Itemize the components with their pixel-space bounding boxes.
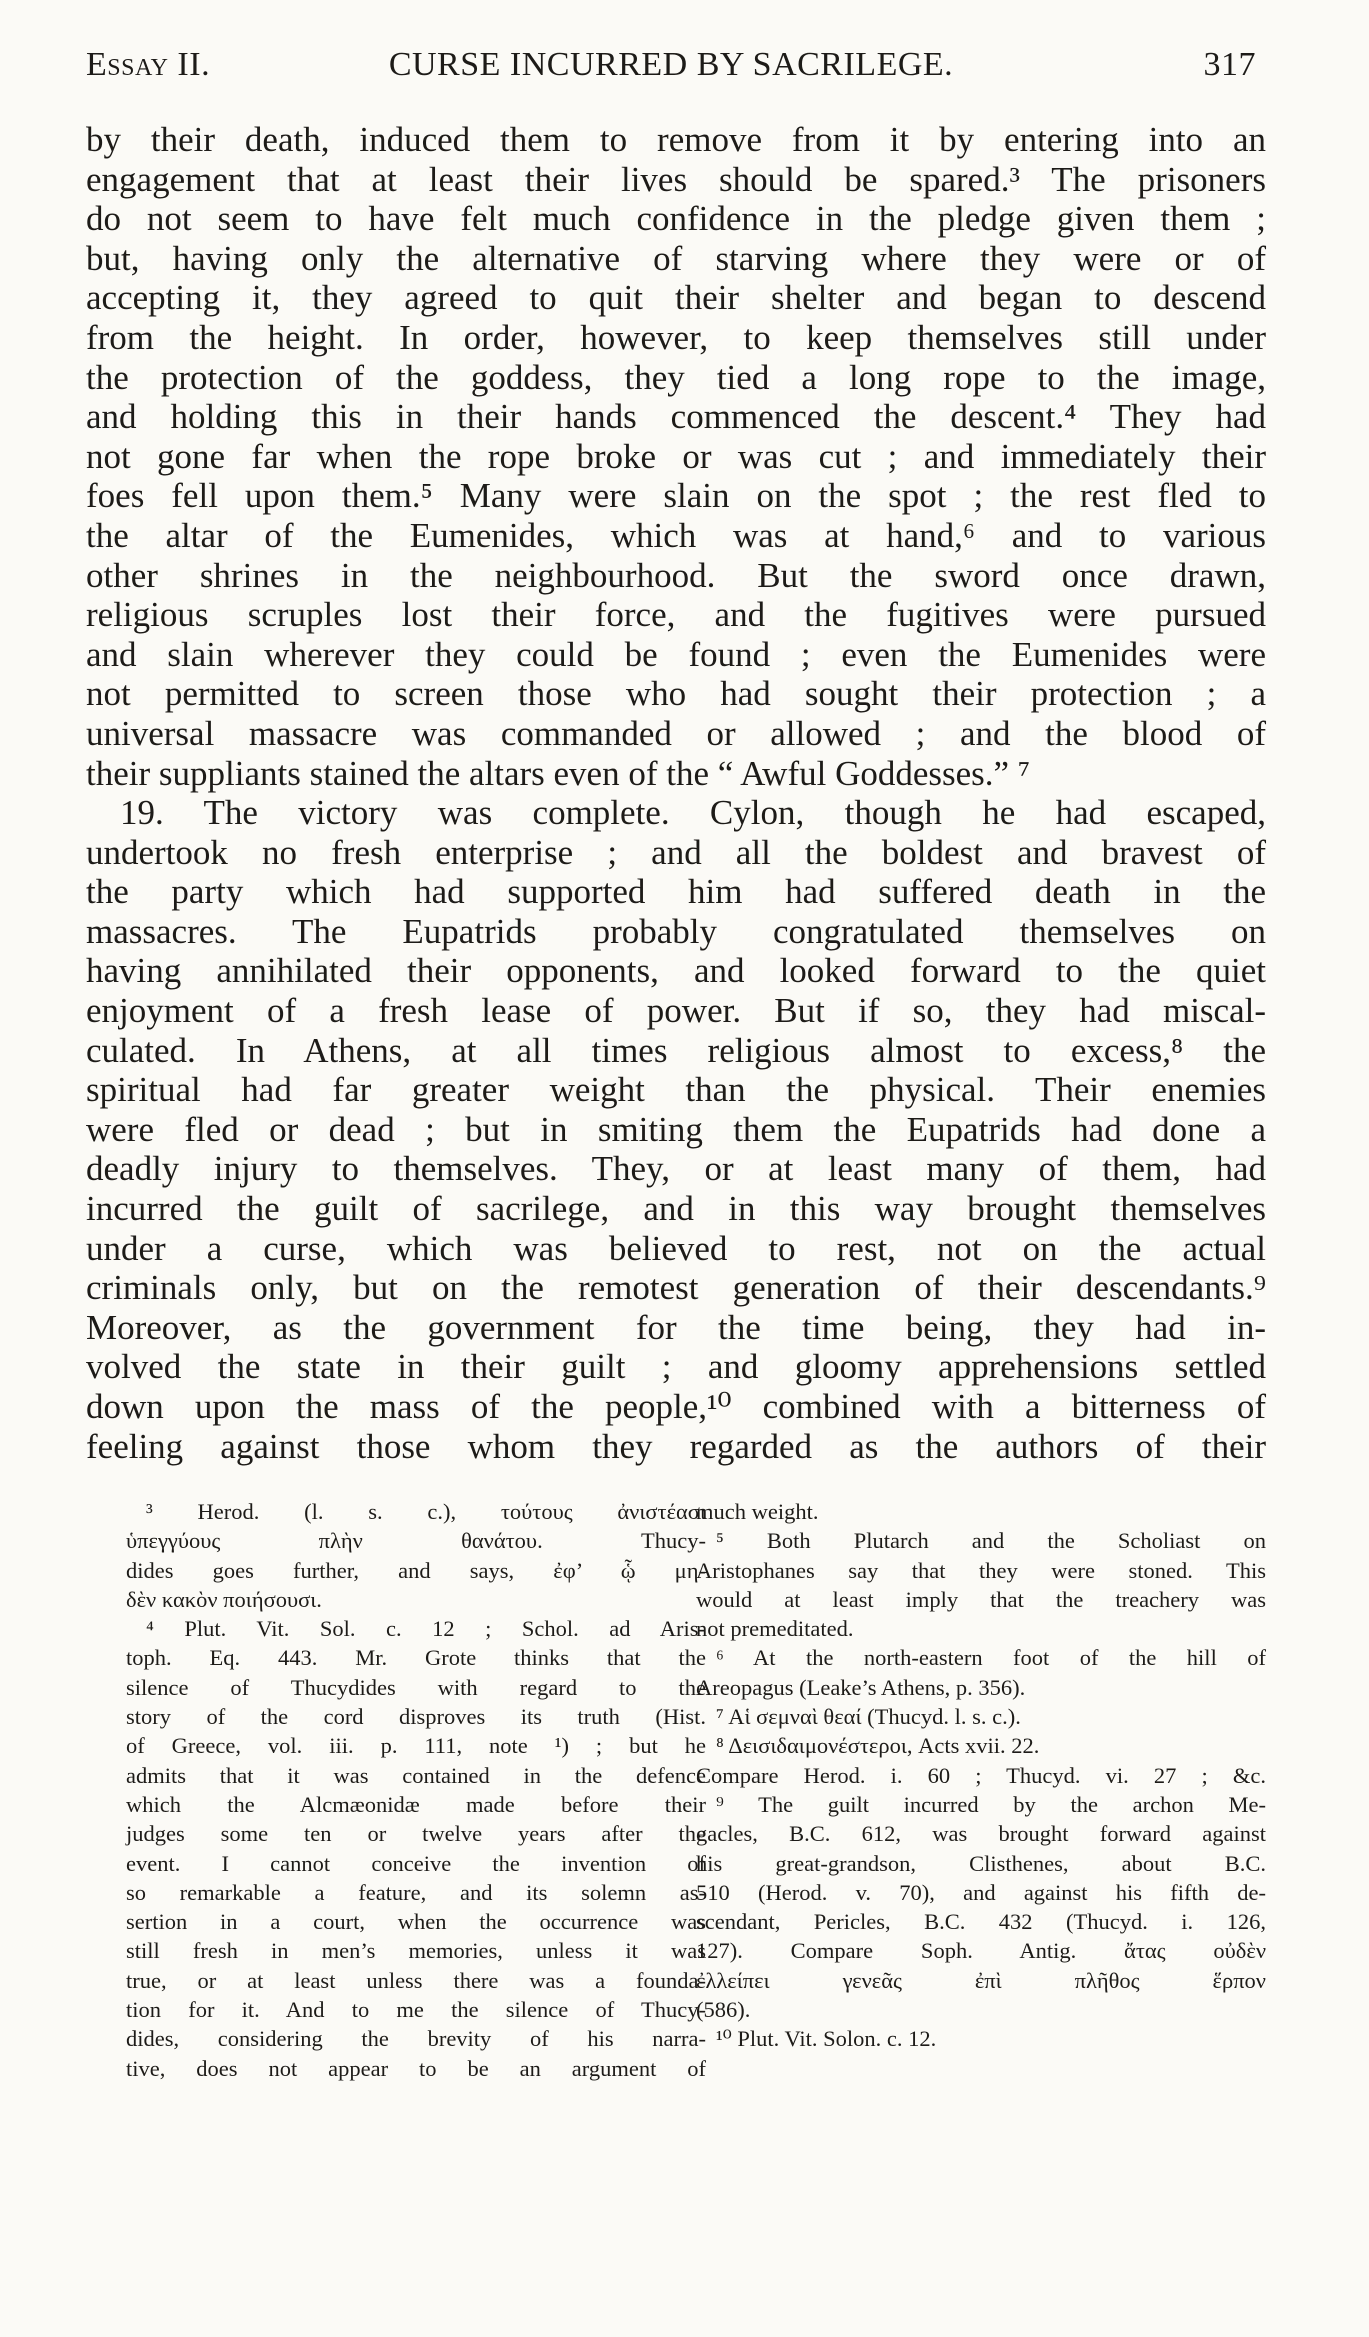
footnote-line: Compare Herod. i. 60 ; Thucyd. vi. 27 ; &c. — [696, 1762, 1266, 1788]
footnote-line: ἐλλείπει γενεᾶς ἐπὶ πλῆθος ἕρπον — [696, 1967, 1266, 1993]
body-line: the protection of the goddess, they tied a long rope to the image, — [86, 357, 1266, 397]
footnote-line: of Greece, vol. iii. p. 111, note ¹) ; but he — [126, 1733, 706, 1759]
body-line: feeling against those whom they regarded as the authors of their — [86, 1426, 1266, 1466]
footnote-line: (586). — [696, 1997, 751, 2023]
body-line: criminals only, but on the remotest generation of their descendants.⁹ — [86, 1268, 1266, 1308]
body-line: and slain wherever they could be found ; even the Eumenides were — [86, 634, 1266, 674]
footnote-line: scendant, Pericles, B.C. 432 (Thucyd. i. 126, — [696, 1909, 1266, 1935]
body-line: under a curse, which was believed to rest, not on the actual — [86, 1228, 1266, 1268]
body-line: the altar of the Eumenides, which was at hand,⁶ and to various — [86, 515, 1266, 555]
body-text — [86, 120, 1266, 1466]
footnote-line: ⁴ Plut. Vit. Sol. c. 12 ; Schol. ad Aris- — [146, 1616, 706, 1642]
footnote-line: not premeditated. — [696, 1616, 854, 1642]
footnote-line: event. I cannot conceive the invention of — [126, 1850, 706, 1876]
body-line: 19. The victory was complete. Cylon, though he had escaped, — [120, 793, 1266, 833]
body-line: culated. In Athens, at all times religious almost to excess,⁸ the — [86, 1030, 1266, 1070]
body-line: down upon the mass of the people,¹⁰ combined with a bitterness of — [86, 1387, 1266, 1426]
page-title: CURSE INCURRED BY SACRILEGE. — [388, 46, 954, 83]
body-line: enjoyment of a fresh lease of power. But if so, they had miscal- — [86, 991, 1266, 1031]
body-line: religious scruples lost their force, and the fugitives were pursued — [86, 595, 1266, 635]
footnote-line: sertion in a court, when the occurrence was — [126, 1909, 706, 1935]
footnote-line: Aristophanes say that they were stoned. This — [696, 1557, 1266, 1583]
body-line: having annihilated their opponents, and looked forward to the quiet — [86, 951, 1266, 991]
body-line: undertook no fresh enterprise ; and all the boldest and bravest of — [86, 832, 1266, 872]
body-line: were fled or dead ; but in smiting them the Eupatrids had done a — [86, 1109, 1266, 1149]
essay-label: Essay II. — [86, 46, 211, 83]
footnote-line: Areopagus (Leake’s Athens, p. 356). — [696, 1674, 1026, 1700]
footnote-line: would at least imply that the treachery was — [696, 1586, 1266, 1612]
body-line: but, having only the alternative of starving where they were or of — [86, 238, 1266, 278]
page-number: 317 — [1203, 46, 1256, 83]
footnote-line: so remarkable a feature, and its solemn as- — [126, 1879, 706, 1905]
footnote-line: ⁶ At the north-eastern foot of the hill of — [716, 1645, 1266, 1671]
footnote-line: tive, does not appear to be an argument of — [126, 2055, 706, 2081]
footnote-line: 127). Compare Soph. Antig. ἄτας οὐδὲν — [696, 1938, 1266, 1964]
body-line: incurred the guilt of sacrilege, and in this way brought themselves — [86, 1189, 1266, 1229]
footnote-line: admits that it was contained in the defence — [126, 1762, 706, 1788]
body-line: from the height. In order, however, to keep themselves still under — [86, 317, 1266, 357]
footnote-line: still fresh in men’s memories, unless it was — [126, 1938, 706, 1964]
footnote-line: which the Alcmæonidæ made before their — [126, 1791, 706, 1817]
body-line: deadly injury to themselves. They, or at least many of them, had — [86, 1149, 1266, 1189]
body-line: not gone far when the rope broke or was cut ; and immediately their — [86, 436, 1266, 476]
footnote-line: ³ Herod. (l. s. c.), τούτους ἀνιστέασι — [146, 1499, 706, 1524]
body-line: spiritual had far greater weight than the physical. Their enemies — [86, 1070, 1266, 1110]
footnote-line: δὲν κακὸν ποιήσουσι. — [126, 1586, 322, 1612]
footnote-line: his great-grandson, Clisthenes, about B.C. — [696, 1850, 1266, 1876]
body-line: massacres. The Eupatrids probably congratulated themselves on — [86, 911, 1266, 951]
footnote-line: ⁹ The guilt incurred by the archon Me- — [716, 1791, 1266, 1817]
body-line: universal massacre was commanded or allowed ; and the blood of — [86, 713, 1266, 753]
body-line: volved the state in their guilt ; and gloomy apprehensions settled — [86, 1347, 1266, 1387]
running-header — [86, 46, 1256, 92]
body-line: do not seem to have felt much confidence in the pledge given them ; — [86, 199, 1266, 239]
footnote-line: 510 (Herod. v. 70), and against his fifth de- — [696, 1879, 1266, 1905]
footnotes-right-column — [696, 1497, 1266, 2054]
footnote-line: ⁸ Δεισιδαιμονέστεροι, Acts xvii. 22. — [716, 1733, 1040, 1759]
footnote-line: dides, considering the brevity of his narra- — [126, 2026, 706, 2052]
body-line: the party which had supported him had suffered death in the — [86, 872, 1266, 912]
body-line: foes fell upon them.⁵ Many were slain on the spot ; the rest fled to — [86, 476, 1266, 516]
body-line: engagement that at least their lives should be spared.³ The prisoners — [86, 159, 1266, 199]
footnote-line: toph. Eq. 443. Mr. Grote thinks that the — [126, 1645, 706, 1671]
footnote-line: judges some ten or twelve years after the — [126, 1821, 706, 1847]
body-line: not permitted to screen those who had sought their protection ; a — [86, 674, 1266, 714]
footnote-line: ὑπεγγύους πλὴν θανάτου. Thucy- — [126, 1528, 706, 1554]
body-line: accepting it, they agreed to quit their shelter and began to descend — [86, 278, 1266, 318]
footnote-line: true, or at least unless there was a founda- — [126, 1967, 706, 1993]
footnote-line: story of the cord disproves its truth (Hist. — [126, 1704, 706, 1730]
body-line: by their death, induced them to remove from it by entering into an — [86, 120, 1266, 159]
footnote-line: ⁷ Αἱ σεμναὶ θεαί (Thucyd. l. s. c.). — [716, 1704, 1021, 1730]
footnote-line: much weight. — [696, 1499, 819, 1524]
body-line: Moreover, as the government for the time being, they had in- — [86, 1307, 1266, 1347]
body-line: and holding this in their hands commenced the descent.⁴ They had — [86, 397, 1266, 437]
body-line: other shrines in the neighbourhood. But the sword once drawn, — [86, 555, 1266, 595]
footnote-line: dides goes further, and says, ἐφ’ ᾧ μη- — [126, 1557, 706, 1583]
body-line: their suppliants stained the altars even of the “ Awful Goddesses.” ⁷ — [86, 753, 1031, 793]
footnotes-left-column — [126, 1497, 706, 2083]
footnote-line: tion for it. And to me the silence of Thucy- — [126, 1997, 706, 2023]
footnote-line: silence of Thucydides with regard to the — [126, 1674, 706, 1700]
footnote-line: ⁵ Both Plutarch and the Scholiast on — [716, 1528, 1266, 1554]
footnote-line: ¹⁰ Plut. Vit. Solon. c. 12. — [716, 2026, 937, 2052]
footnote-line: gacles, B.C. 612, was brought forward against — [696, 1821, 1266, 1847]
